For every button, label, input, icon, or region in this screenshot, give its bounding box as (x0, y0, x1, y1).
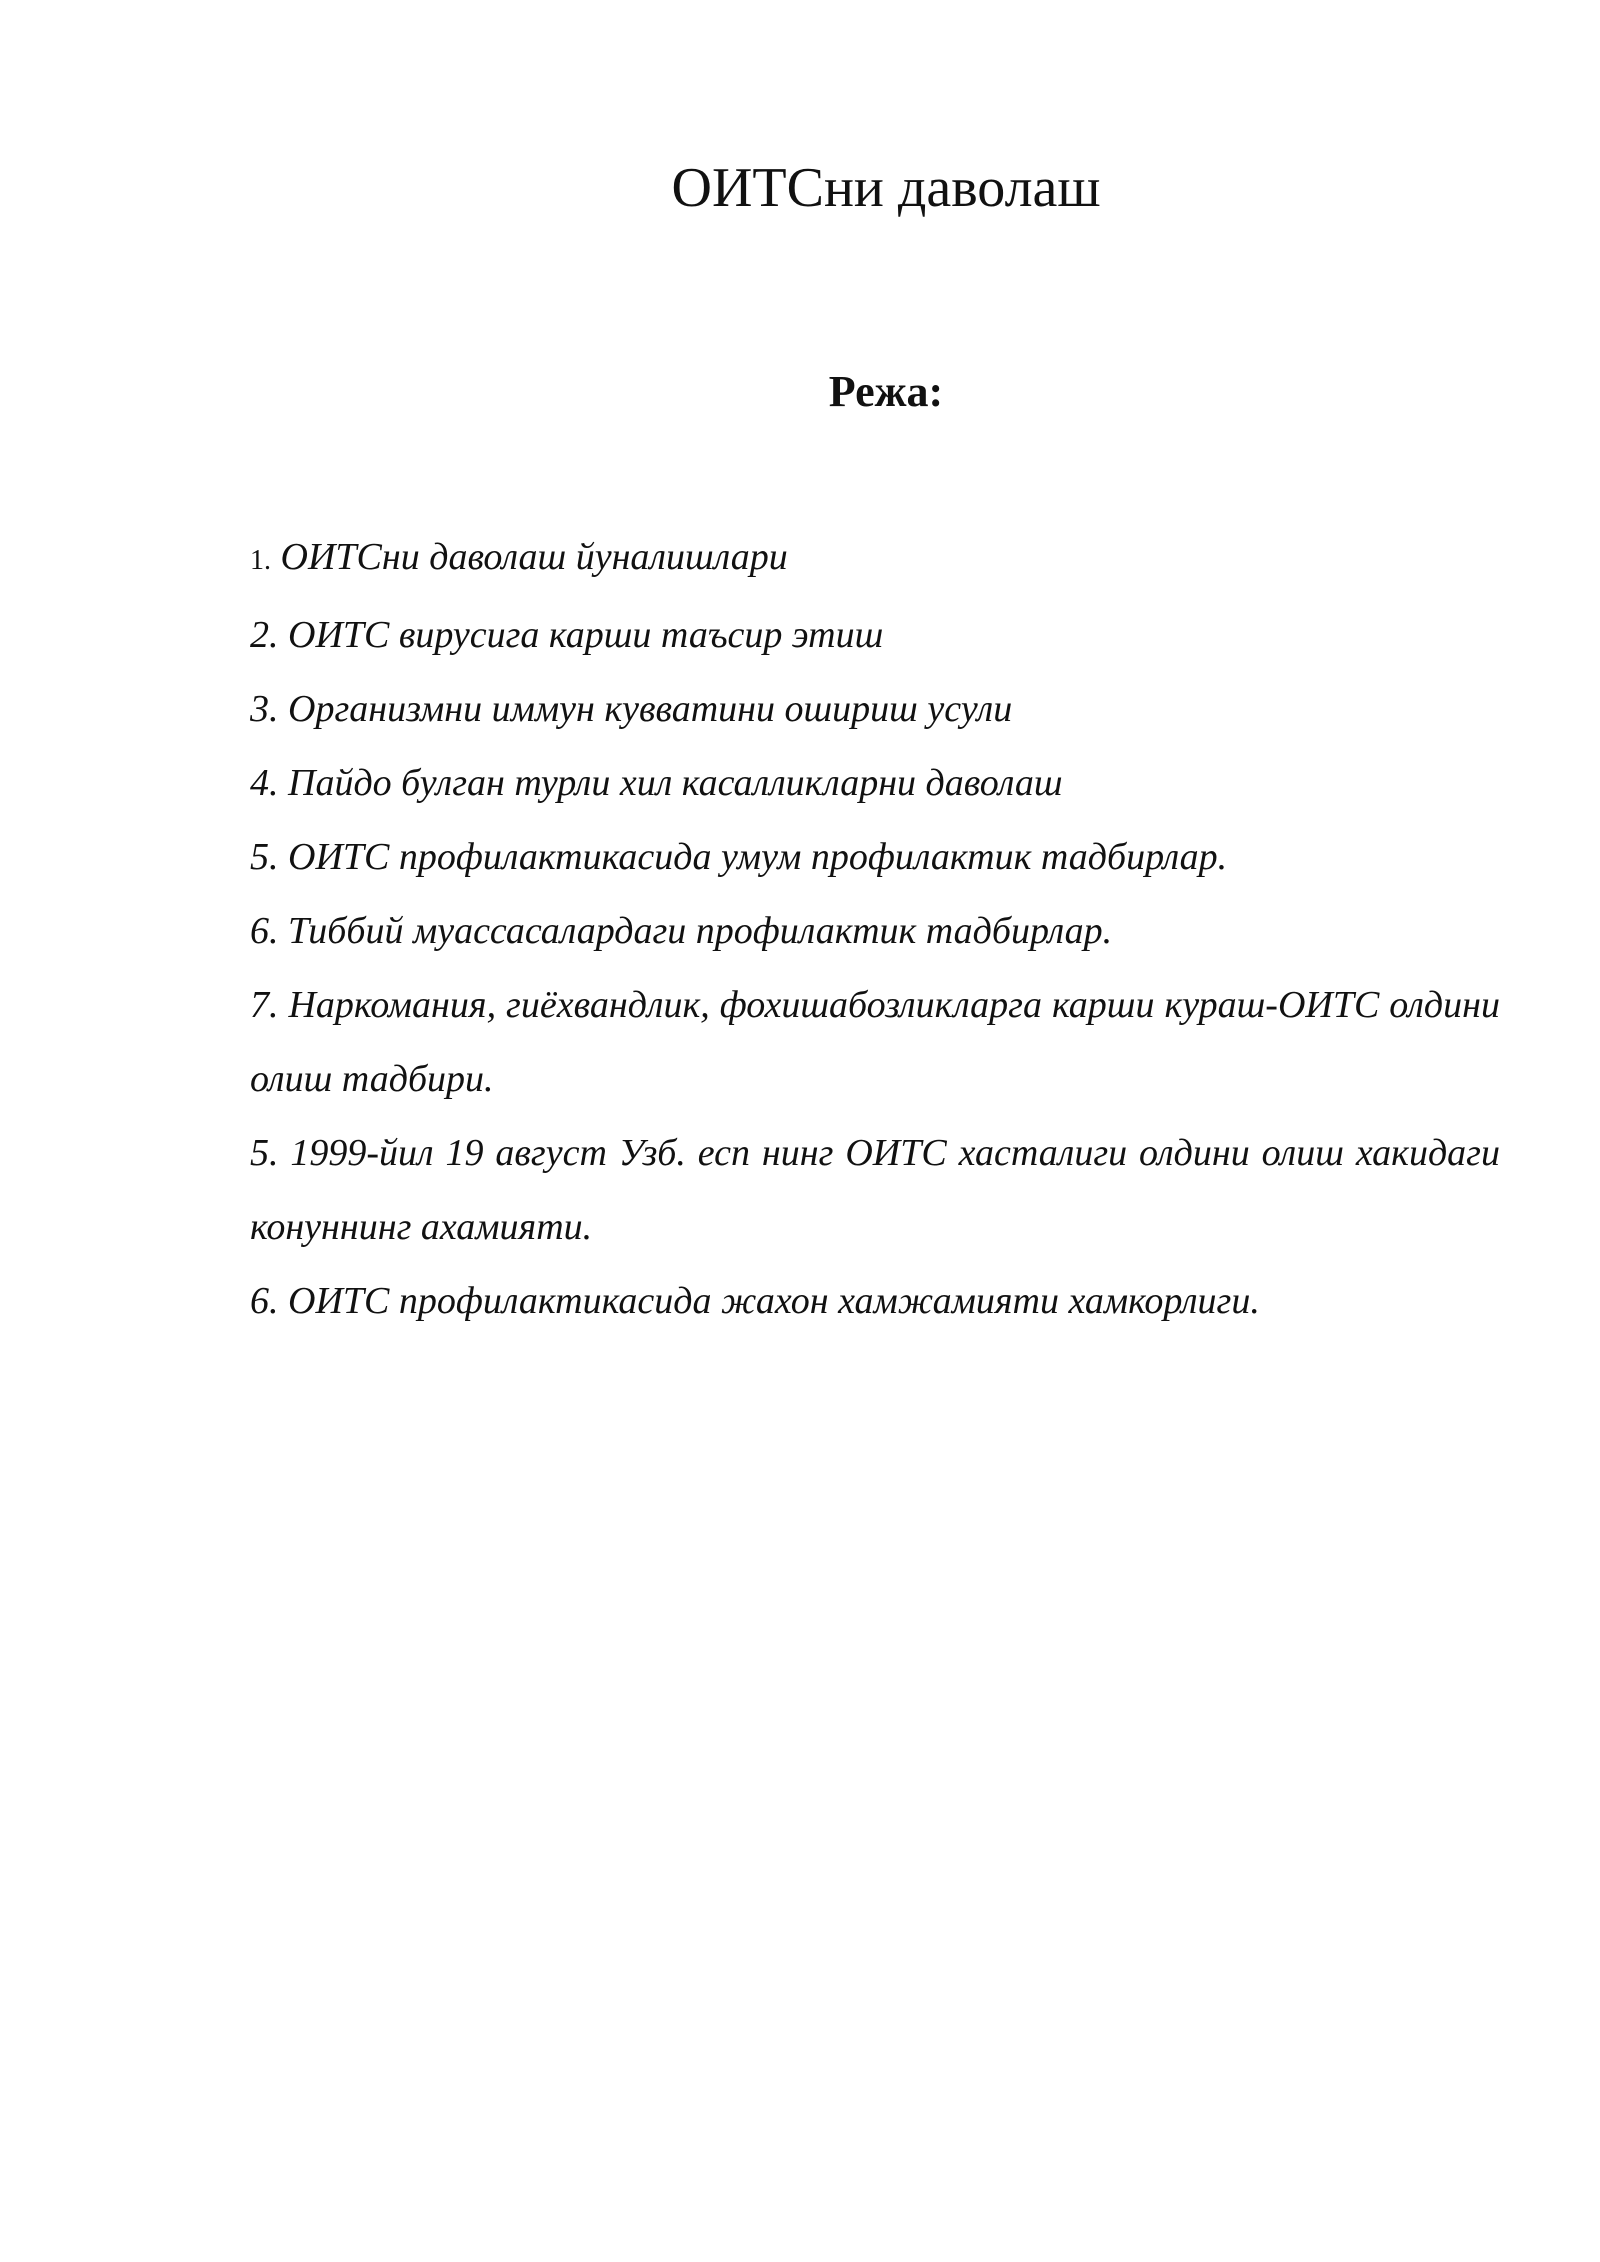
plan-heading: Режа: (828, 367, 944, 416)
plan-item-text: Пайдо булган турли хил касалликларни даволаш (288, 762, 1063, 804)
plan-item-text: ОИТСни даволаш йуналишлари (280, 536, 788, 578)
plan-item-number: 7. (250, 984, 279, 1026)
plan-item-5 (250, 820, 1500, 894)
plan-item-3 (250, 672, 1500, 746)
document-title: ОИТСни даволаш (671, 157, 1101, 219)
plan-item-number: 5. (250, 1132, 279, 1174)
plan-item-number: 6. (250, 1280, 279, 1322)
plan-item-text: Организмни иммун кувватини ошириш усули (288, 688, 1013, 730)
plan-item-text: ОИТС вирусига карши таъсир этиш (288, 614, 884, 656)
plan-item-text: ОИТС профилактикасида жахон хамжамияти хамкорлиги. (288, 1280, 1260, 1322)
plan-item-text: Тиббий муассасалардаги профилактик тадбирлар. (288, 910, 1113, 952)
plan-item-text: Наркомания, гиёхвандлик, фохишабозликларга карши кураш-ОИТС олдини олиш тадбири. (250, 984, 1500, 1100)
plan-item-number: 1. (250, 545, 271, 576)
plan-item-6 (250, 894, 1500, 968)
plan-item-number: 4. (250, 762, 279, 804)
plan-item-9 (250, 1264, 1500, 1338)
plan-item-4 (250, 746, 1500, 820)
plan-item-2 (250, 598, 1500, 672)
plan-list (250, 520, 1500, 1338)
plan-item-number: 3. (250, 688, 279, 730)
plan-item-text: ОИТС профилактикасида умум профилактик тадбирлар. (288, 836, 1228, 878)
plan-item-number: 6. (250, 910, 279, 952)
plan-item-number: 2. (250, 614, 279, 656)
plan-item-7 (250, 968, 1500, 1116)
plan-item-8 (250, 1116, 1500, 1264)
plan-item-1 (250, 520, 1500, 598)
plan-item-text: 1999-йил 19 август Узб. есп нинг ОИТС хасталиги олдини олиш хакидаги конуннинг ахамияти. (250, 1132, 1501, 1248)
plan-item-number: 5. (250, 836, 279, 878)
